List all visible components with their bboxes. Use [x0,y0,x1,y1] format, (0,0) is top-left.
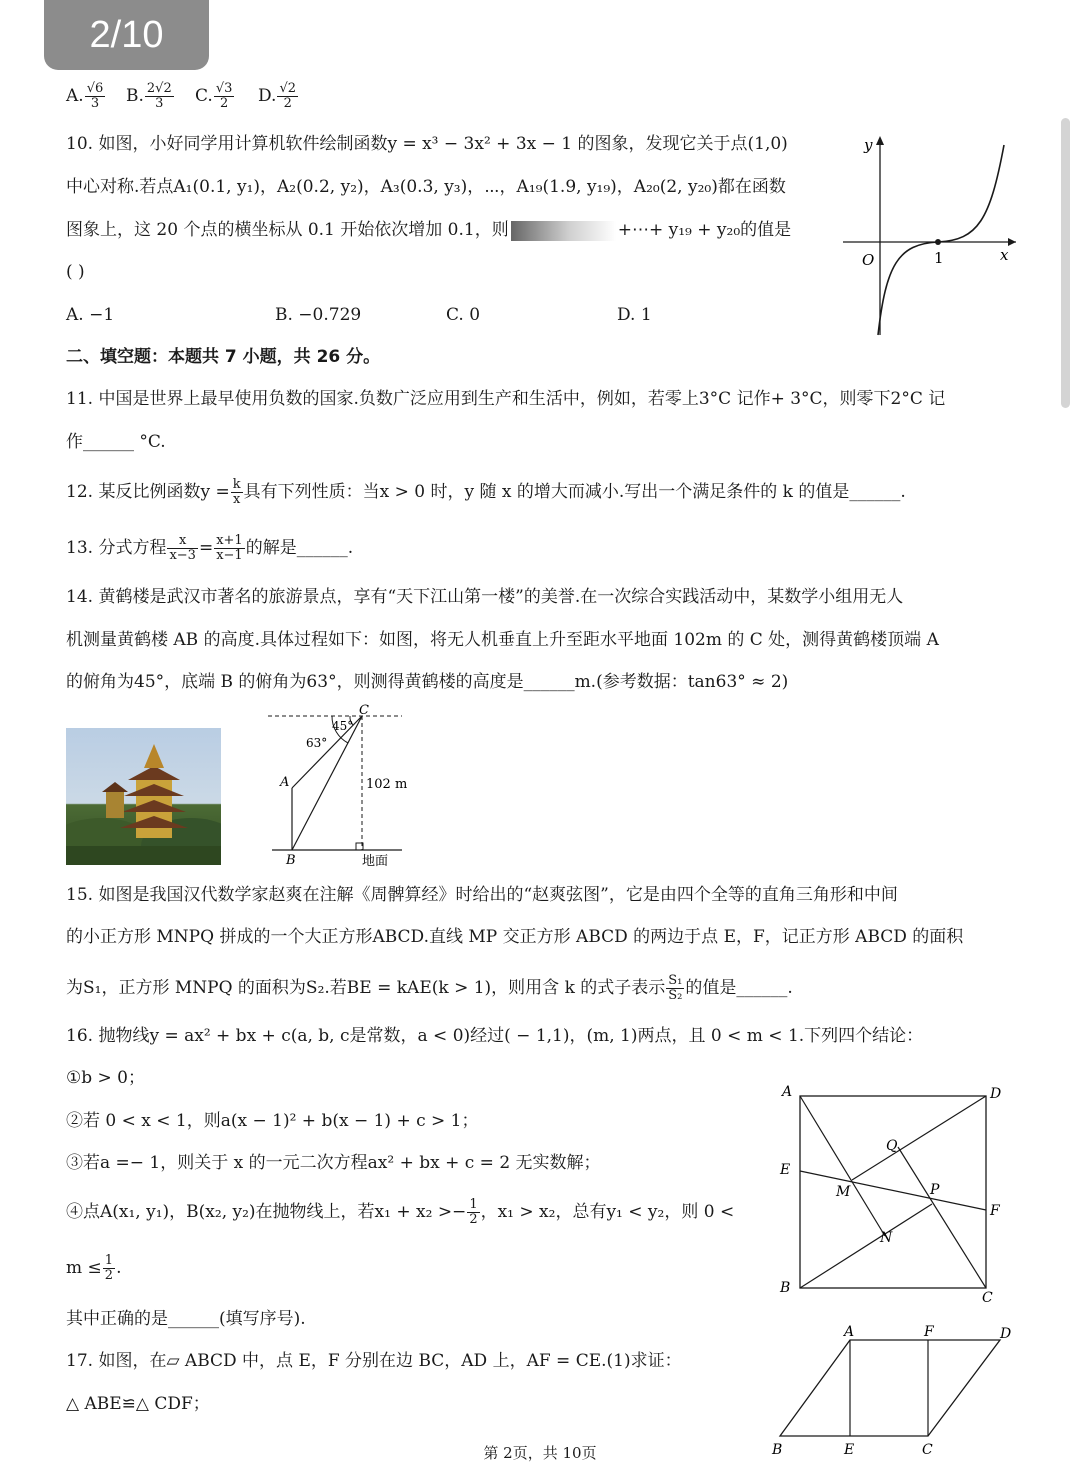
point-a-label: A [782,1084,793,1100]
y-axis-label: y [864,136,873,154]
point-c-label: C [359,703,369,718]
point-a-label: A [844,1324,855,1340]
q12-line: 12. 某反比例函数y = $\frac{k}{x}$ 具有下列性质：当x > 0 时，y 随 x 的增大而减小.写出一个满足条件的 k 的值是______. [66,477,906,507]
point-e-label: E [844,1442,855,1458]
tower-illustration [66,728,221,865]
point-p-label: P [930,1182,940,1198]
q11-line-1: 11. 中国是世界上最早使用负数的国家.负数广泛应用到生产和生活中，例如，若零上3°C 记作+ 3°C，则零下2°C 记 [66,389,946,409]
q9-option-d [258,82,299,111]
q10-line-1: 10. 如图，小好同学用计算机软件绘制函数y = x³ − 3x² + 3x − 1 的图象，发现它关于点(1,0) [66,134,788,154]
q15-line-2: 的小正方形 MNPQ 拼成的一个大正方形ABCD.直线 MP 交正方形 ABCD 的两边于点 E，F，记正方形 ABCD 的面积 [66,927,964,947]
q9-option-b [126,82,175,111]
point-f-label: F [924,1324,934,1340]
option-label: C. [195,86,213,106]
tower-measurement-diagram [262,702,422,872]
fraction: $\frac{x+1}{x-1}$ [216,533,243,563]
fraction: $\frac{\text{S₁}}{\text{S₂}}$ [668,973,683,1003]
point-n-label: N [880,1230,893,1246]
q10-option-a: A. −1 [66,305,115,325]
point-a-label: A [280,775,290,790]
scrollbar[interactable] [1061,118,1070,408]
q9-option-a [66,82,106,111]
point-c-label: C [982,1290,993,1306]
q14-line-3: 的俯角为45°，底端 B 的俯角为63°，则测得黄鹤楼的高度是______m.(参考数据：tan63° ≈ 2) [66,672,789,692]
q16-conclusion-1: ①b > 0； [66,1068,145,1088]
q10-option-b: B. −0.729 [275,305,362,325]
q15-line-3: 为S₁，正方形 MNPQ 的面积为S₂.若BE = kAE(k > 1)，则用含 k 的式子表示 $\frac{\text{S₁}}{\text{S₂}}$ 的值是______. [66,973,793,1003]
option-label: B. [126,86,144,106]
q16-answer: 其中正确的是______(填写序号). [66,1309,306,1329]
section-title: 二、填空题：本题共 7 小题，共 26 分。 [66,347,381,367]
q16-line-1: 16. 抛物线y = ax² + bx + c(a, b, c是常数，a < 0)经过( − 1,1)，(m, 1)两点，且 0 < m < 1.下列四个结论： [66,1026,924,1046]
point-d-label: D [1000,1326,1012,1342]
point-c-label: C [922,1442,933,1458]
point-b-label: B [286,853,296,868]
point-b-label: B [780,1280,791,1296]
fraction: $\frac{x}{x-3}$ [169,533,196,563]
fraction: $\frac{√3}{2}$ [215,81,233,111]
point-q-label: Q [886,1138,898,1154]
fraction: $\frac{1}{2}$ [469,1197,478,1227]
q17-line-1: 17. 如图，在▱ ABCD 中，点 E，F 分别在边 BC，AD 上，AF = CE.(1)求证： [66,1351,682,1371]
option-label: A. [66,86,84,106]
origin-label: O [862,251,875,269]
fraction: $\frac{k}{x}$ [232,477,241,507]
fraction: $\frac{1}{2}$ [104,1253,114,1283]
point-f-label: F [990,1203,1000,1219]
q17-line-2: △ ABE≌△ CDF； [66,1394,210,1414]
q10-answer-paren: ( ) [66,262,85,282]
fraction: $\frac{√6}{3}$ [86,81,104,111]
fraction: $\frac{2√2}{3}$ [146,81,172,111]
x-axis-label: x [1000,246,1009,264]
q10-option-d: D. 1 [617,305,652,325]
q16-conclusion-4-cont: m ≤ $\frac{1}{2}$ . [66,1253,122,1283]
q15-line-1: 15. 如图是我国汉代数学家赵爽在注解《周髀算经》时给出的“赵爽弦图”，它是由四个全等的直角三角形和中间 [66,885,898,905]
q16-conclusion-2: ②若 0 < x < 1，则a(x − 1)² + b(x − 1) + c > 1； [66,1111,479,1131]
point-b-label: B [772,1442,783,1458]
page-footer: 第 2页，共 10页 [483,1444,597,1462]
tick-label-one: 1 [934,249,944,267]
q11-line-2: 作______ °C. [66,432,166,452]
q13-line: 13. 分式方程 $\frac{x}{x-3}$ = $\frac{x+1}{x-1}$ 的解是______. [66,533,354,563]
option-label: D. [258,86,277,106]
q14-line-1: 14. 黄鹤楼是武汉市著名的旅游景点，享有“天下江山第一楼”的美誉.在一次综合实践活动中，某数学小组用无人 [66,587,904,607]
q10-line-2: 中心对称.若点A₁(0.1, y₁)，A₂(0.2, y₂)，A₃(0.3, y₃)，⋯，A₁₉(1.9, y₁₉)，A₂₀(2, y₂₀)都在函数 [66,177,786,197]
zhao-shuang-square-diagram [770,1078,1010,1308]
angle-63-label: 63° [306,736,328,750]
fraction: $\frac{√2}{2}$ [279,81,296,111]
q9-option-c [195,82,235,111]
height-label: 102 m [366,777,408,792]
yellow-crane-tower-photo [66,728,221,865]
point-d-label: D [990,1086,1002,1102]
q14-line-2: 机测量黄鹤楼 AB 的高度.具体过程如下：如图，将无人机垂直上升至距水平地面 102m 的 C 处，测得黄鹤楼顶端 A [66,630,939,650]
cubic-function-graph [838,130,1023,340]
q16-conclusion-3: ③若a =− 1，则关于 x 的一元二次方程ax² + bx + c = 2 无实数解； [66,1153,601,1173]
page-indicator-badge: 2/10 [44,0,209,70]
q10-option-c: C. 0 [446,305,481,325]
blurred-region [511,221,616,241]
angle-45-label: 45° [332,719,354,733]
point-e-label: E [780,1162,791,1178]
q10-line-3: 图象上，这 20 个点的横坐标从 0.1 开始依次增加 0.1，则 +⋯+ y₁₉ + y₂₀的值是 [66,220,792,240]
point-m-label: M [836,1184,851,1200]
q16-conclusion-4: ④点A(x₁, y₁)，B(x₂, y₂)在抛物线上，若x₁ + x₂ >− $\frac{1}{2}$ ，x₁ > x₂，总有y₁ < y₂，则 0 < [66,1197,735,1227]
ground-label: 地面 [362,854,389,869]
parallelogram-diagram [768,1322,1018,1460]
